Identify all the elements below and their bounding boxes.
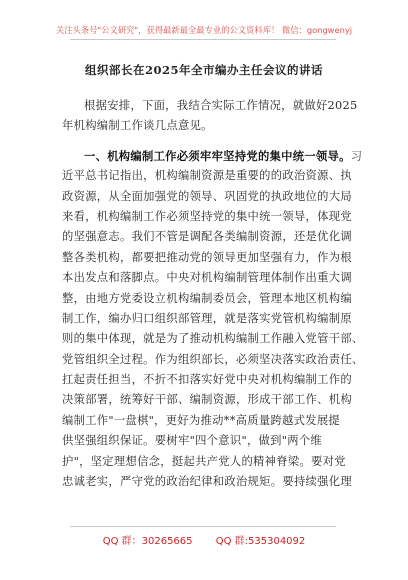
intro-line: 根据安排，下面，我结合实际工作情况，就做好2025 <box>84 99 358 112</box>
paragraph-line: 本出发点和落脚点。中央对机构编制管理体制作出重大调 <box>62 271 352 285</box>
qq-group-1: QQ 群：30265665 <box>102 536 193 547</box>
document-body <box>62 96 364 492</box>
paragraph-line: 党管组织全过程。作为组织部长，必须坚决落实政治责任、 <box>62 352 364 366</box>
header-divider <box>70 39 336 40</box>
promo-header: 关注头条号"公文研究"，获得最新最全最专业的公文资料库！ 微信：gongwenyj <box>55 25 353 35</box>
qq-footer <box>0 532 408 547</box>
paragraph-line: 护"，坚定理想信念，挺起共产党人的精神脊梁。要对党 <box>62 454 346 468</box>
paragraph-line: 来看，机构编制工作必须坚持党的集中统一领导，体现党 <box>62 209 352 223</box>
paragraph-line: 扛起责任担当，不折不扣落实好党中央对机构编制工作的 <box>62 373 352 387</box>
section-heading-line <box>62 146 363 166</box>
paragraph-line: 的坚强意志。我们不管是调配各类编制资源，还是优化调 <box>62 230 352 244</box>
footer-divider <box>70 526 336 527</box>
paragraph-line: 决策部署，统筹好干部、编制资源，形成干部工作、机构 <box>62 393 352 407</box>
paragraph-line: 供坚强组织保证。要树牢"四个意识"，做到"两个维 <box>62 434 323 448</box>
section-heading: 一、机构编制工作必须牢牢坚持党的集中统一领导。 <box>84 148 351 163</box>
intro-line: 年机构编制工作谈几点意见。 <box>62 119 213 133</box>
paragraph-line: 忠诚老实，严守党的政治纪律和政治规矩。要持续强化理 <box>62 475 352 489</box>
paragraph-line: 则的集中体现，就是为了推动机构编制工作融入党管干部、 <box>62 332 364 346</box>
document-title: 组织部长在2025年全市编办主任会议的讲话 <box>84 63 323 77</box>
paragraph-line: 政资源，从全面加强党的领导、巩固党的执政地位的大局 <box>62 189 352 203</box>
paragraph-line: 整，由地方党委设立机构编制委员会，管理本地区机构编 <box>62 291 352 305</box>
paragraph-line: 整各类机构，都要把推动党的领导更加坚强有力，作为根 <box>62 250 352 264</box>
paragraph-line: 编制工作"一盘棋"，更好为推动**高质量跨越式发展提 <box>62 413 341 427</box>
paragraph-line: 近平总书记指出，机构编制资源是重要的的政治资源、执 <box>62 169 352 183</box>
section-heading-tail: 习 <box>350 149 363 163</box>
paragraph-line: 制工作，编办归口组织部管理，就是落实党管机构编制原 <box>62 311 352 325</box>
qq-group-2: QQ 群:535304092 <box>215 536 306 547</box>
